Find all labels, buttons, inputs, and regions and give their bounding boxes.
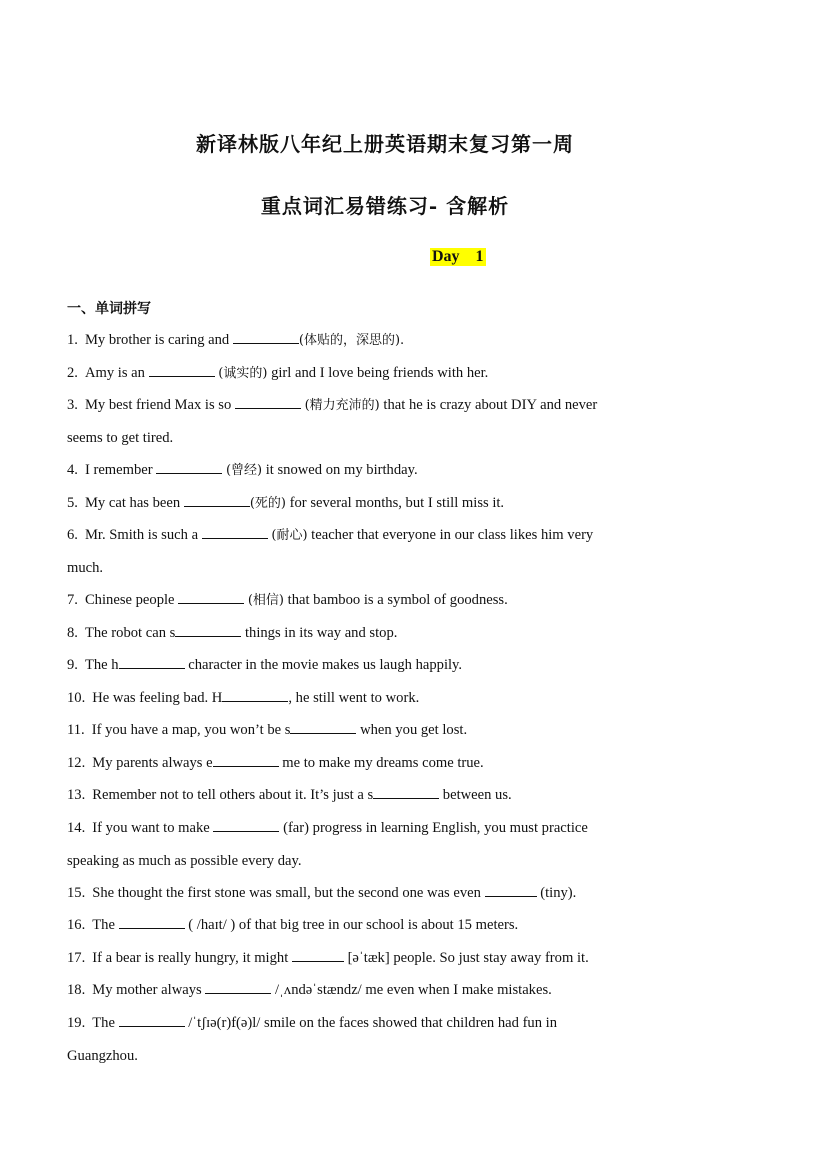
- question-number: 18.: [67, 982, 86, 998]
- question-text: The: [92, 1015, 115, 1031]
- answer-blank[interactable]: [205, 979, 271, 994]
- chinese-hint: (曾经): [225, 463, 263, 478]
- chinese-hint: (耐心): [271, 528, 308, 543]
- question-17: [67, 942, 703, 975]
- answer-blank[interactable]: [213, 817, 279, 832]
- question-continuation: seems to get tired.: [67, 429, 174, 446]
- question-text: My cat has been: [84, 495, 181, 511]
- question-1: [67, 324, 703, 357]
- question-text-end: , he still went to work.: [288, 690, 420, 706]
- question-4: [67, 454, 703, 487]
- chinese-hint: (体贴的，深思的).: [298, 333, 405, 348]
- question-text-end: teacher that everyone in our class likes him very: [307, 527, 594, 543]
- answer-blank[interactable]: [290, 719, 356, 734]
- question-text-end: /ˌʌndəˈstændz/ me even when I make mistakes.: [271, 982, 552, 998]
- answer-blank[interactable]: [235, 394, 301, 409]
- question-text: The h: [84, 657, 119, 673]
- question-text: If a bear is really hungry, it might: [92, 950, 289, 966]
- question-number: 13.: [67, 787, 86, 803]
- question-number: 9.: [67, 657, 78, 673]
- answer-blank[interactable]: [119, 654, 185, 669]
- day-label: Day 1: [432, 248, 484, 265]
- document-subtitle: 重点词汇易错练习- 含解析: [260, 194, 510, 218]
- question-5: [67, 487, 703, 520]
- question-text: Mr. Smith is such a: [84, 527, 199, 543]
- answer-blank[interactable]: [222, 687, 288, 702]
- answer-blank[interactable]: [119, 914, 185, 929]
- question-16: [67, 909, 703, 942]
- question-text: Amy is an: [84, 365, 145, 381]
- section-heading: 一、单词拼写: [67, 301, 151, 317]
- question-text: I remember: [84, 462, 153, 478]
- question-18: [67, 974, 703, 1007]
- question-text: Remember not to tell others about it. It’s just a s: [92, 787, 374, 803]
- answer-blank[interactable]: [178, 589, 244, 604]
- question-2: [67, 357, 703, 390]
- answer-blank[interactable]: [233, 329, 299, 344]
- question-continuation: speaking as much as possible every day.: [67, 852, 302, 869]
- question-number: 17.: [67, 950, 86, 966]
- question-text-end: (tiny).: [536, 885, 577, 901]
- question-12: [67, 747, 703, 780]
- question-number: 7.: [67, 592, 78, 608]
- question-text: If you want to make: [92, 820, 210, 836]
- question-text-end: (far) progress in learning English, you must practice: [279, 820, 588, 836]
- question-text-end: that bamboo is a symbol of goodness.: [284, 592, 508, 608]
- question-10: [67, 682, 703, 715]
- chinese-hint: (精力充沛的): [304, 398, 380, 413]
- question-text: The robot can s: [84, 625, 176, 641]
- chinese-hint: (死的): [249, 496, 286, 511]
- question-text: My brother is caring and: [84, 332, 230, 348]
- chinese-hint: (相信): [247, 593, 284, 608]
- question-text: My best friend Max is so: [84, 397, 232, 413]
- question-number: 5.: [67, 495, 78, 511]
- question-number: 11.: [67, 722, 85, 738]
- question-3: [67, 389, 703, 454]
- question-number: 10.: [67, 690, 86, 706]
- question-8: [67, 617, 703, 650]
- question-number: 19.: [67, 1015, 86, 1031]
- question-text: My mother always: [92, 982, 202, 998]
- question-text-end: me to make my dreams come true.: [278, 755, 484, 771]
- question-continuation: Guangzhou.: [67, 1047, 138, 1064]
- answer-blank[interactable]: [184, 492, 250, 507]
- question-text-end: between us.: [439, 787, 512, 803]
- question-number: 14.: [67, 820, 86, 836]
- question-text-end: things in its way and stop.: [241, 625, 398, 641]
- question-11: [67, 714, 703, 747]
- question-text: He was feeling bad. H: [92, 690, 223, 706]
- question-text-end: /ˈtʃɪə(r)f(ə)l/ smile on the faces showed that children had fun in: [184, 1015, 558, 1031]
- question-number: 15.: [67, 885, 86, 901]
- question-text-end: for several months, but I still miss it.: [286, 495, 505, 511]
- answer-blank[interactable]: [485, 882, 537, 897]
- question-number: 8.: [67, 625, 78, 641]
- answer-blank[interactable]: [292, 947, 344, 962]
- question-14: [67, 812, 703, 877]
- question-text-end: girl and I love being friends with her.: [267, 365, 489, 381]
- answer-blank[interactable]: [119, 1012, 185, 1027]
- question-text-end: that he is crazy about DIY and never: [379, 397, 598, 413]
- question-number: 1.: [67, 332, 78, 348]
- answer-blank[interactable]: [149, 362, 215, 377]
- answer-blank[interactable]: [175, 622, 241, 637]
- question-9: [67, 649, 703, 682]
- answer-blank[interactable]: [213, 752, 279, 767]
- question-number: 16.: [67, 917, 86, 933]
- question-text: She thought the first stone was small, but the second one was even: [92, 885, 481, 901]
- question-number: 4.: [67, 462, 78, 478]
- question-15: [67, 877, 703, 910]
- question-19: [67, 1007, 703, 1072]
- question-6: [67, 519, 703, 584]
- question-7: [67, 584, 703, 617]
- question-text: My parents always e: [92, 755, 213, 771]
- answer-blank[interactable]: [373, 784, 439, 799]
- question-text-end: character in the movie makes us laugh happily.: [184, 657, 463, 673]
- question-text-end: ( /haɪt/ ) of that big tree in our school is about 15 meters.: [184, 917, 519, 933]
- question-continuation: much.: [67, 559, 104, 576]
- question-text: Chinese people: [84, 592, 175, 608]
- document-title: 新译林版八年纪上册英语期末复习第一周: [196, 132, 574, 156]
- question-number: 6.: [67, 527, 78, 543]
- question-number: 2.: [67, 365, 78, 381]
- answer-blank[interactable]: [202, 524, 268, 539]
- question-number: 12.: [67, 755, 86, 771]
- question-text: The: [92, 917, 115, 933]
- question-text-end: when you get lost.: [356, 722, 468, 738]
- question-text-end: [əˈtæk] people. So just stay away from it.: [343, 950, 589, 966]
- chinese-hint: (诚实的): [218, 366, 268, 381]
- question-13: [67, 779, 703, 812]
- question-number: 3.: [67, 397, 78, 413]
- question-text-end: it snowed on my birthday.: [262, 462, 418, 478]
- question-text: If you have a map, you won’t be s: [91, 722, 291, 738]
- answer-blank[interactable]: [156, 459, 222, 474]
